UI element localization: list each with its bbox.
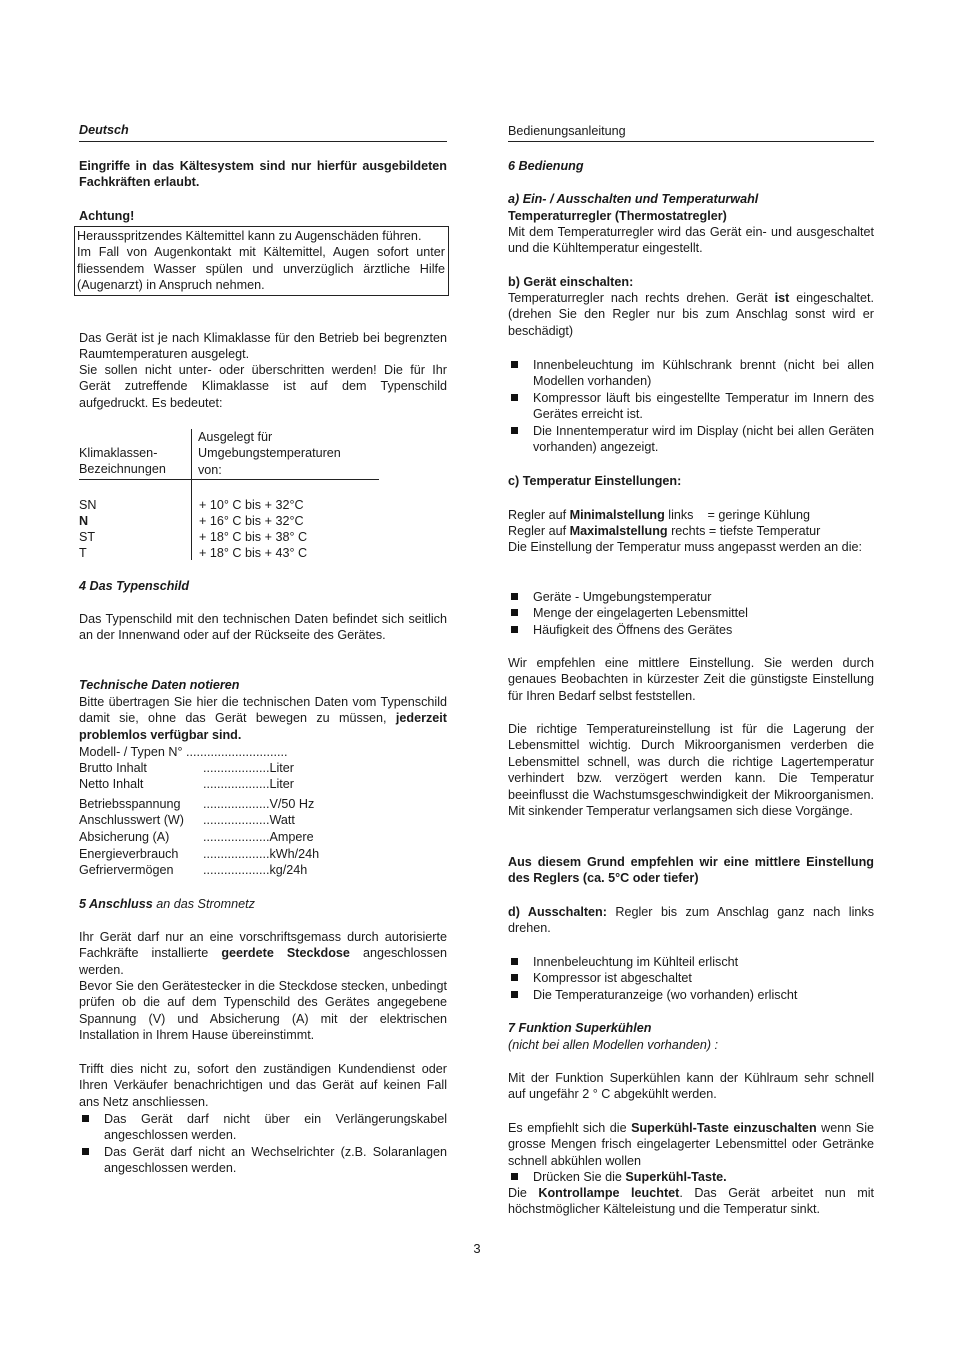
section-7-text-2a: Es empfiehlt sich die xyxy=(508,1121,632,1135)
field-value: ...................Ampere xyxy=(203,830,314,844)
field-label: Absicherung (A) xyxy=(79,830,170,844)
subsection-d-title: d) Ausschalten: xyxy=(508,905,607,919)
list-item: Menge der eingelagerten Lebensmittel xyxy=(508,605,874,621)
field-value: ...................kWh/24h xyxy=(203,847,320,861)
list-item: Die Temperaturanzeige (wo vorhanden) erlischt xyxy=(508,987,874,1003)
c-line-1-emph: Minimalstellung xyxy=(569,508,665,522)
tech-data-intro-text: Bitte übertragen Sie hier die technischen Daten vom Typenschild damit sie, ohne das Gerät bewegen zu müssen, xyxy=(79,695,447,726)
section-5-text-1c: angeschlossen werden. xyxy=(79,946,447,977)
table-divider-horizontal xyxy=(79,479,379,480)
list-item: Häufigkeit des Öffnens des Gerätes xyxy=(508,622,874,638)
subsection-d-bullets xyxy=(508,954,874,1003)
list-item: Das Gerät darf nicht an Wechselrichter (z.B. Solaranlagen angeschlossen werden. xyxy=(79,1144,447,1177)
table-cell-class: SN xyxy=(79,498,97,512)
c-line-2a: Regler auf xyxy=(508,524,570,538)
field-model: Modell- / Typen N° ............................. xyxy=(79,745,288,759)
warning-box xyxy=(74,226,449,296)
list-item xyxy=(508,1169,874,1185)
subsection-b-text-emph: ist xyxy=(774,291,790,305)
section-5-title xyxy=(79,896,255,912)
list-item: Innenbeleuchtung im Kühlteil erlischt xyxy=(508,954,874,970)
table-header-class: Klimaklassen- Bezeichnungen xyxy=(79,446,166,477)
subsection-c-bullets xyxy=(508,589,874,638)
field-label: Anschlusswert (W) xyxy=(79,813,184,827)
list-item: Kompressor ist abgeschaltet xyxy=(508,970,874,986)
section-4-title: 4 Das Typenschild xyxy=(79,579,190,593)
c-line-2c: rechts = tiefste Temperatur xyxy=(667,524,821,538)
field-row xyxy=(79,862,379,878)
page-number: 3 xyxy=(473,1241,481,1256)
section-5-bullets xyxy=(79,1111,447,1177)
list-item: Die Innentemperatur wird im Display (nicht bei allen Geräten vorhanden) angezeigt. xyxy=(508,423,874,456)
header-title: Bedienungsanleitung xyxy=(508,124,626,138)
section-6-title: 6 Bedienung xyxy=(508,159,584,173)
subsection-b-text-c: eingeschaltet. (drehen Sie den Regler nur bis zum Anschlag sonst wird er beschädigt) xyxy=(508,291,875,338)
field-row xyxy=(79,829,379,845)
list-item: Innenbeleuchtung im Kühlschrank brennt (nicht bei allen Modellen vorhanden) xyxy=(508,357,874,390)
c-line-1c: links = geringe Kühlung xyxy=(664,508,811,522)
table-header-range: Ausgelegt für Umgebungstemperaturen von: xyxy=(198,430,341,477)
field-label: Gefriervermögen xyxy=(79,863,174,877)
header-rule-right xyxy=(508,141,874,142)
warning-text-1: Herausspritzendes Kältemittel kann zu Augenschäden führen. xyxy=(77,229,422,243)
subsection-b-bullets xyxy=(508,357,874,455)
table-cell-class: N xyxy=(79,514,89,528)
list-item: Kompressor läuft bis eingestellte Temperatur im Innern des Gerätes erreicht ist. xyxy=(508,390,874,423)
section-4-text: Das Typenschild mit den technischen Daten befindet sich seitlich an der Innenwand oder auf der Rückseite des Gerätes. xyxy=(79,612,447,643)
table-cell-range: + 18° C bis + 43° C xyxy=(199,546,308,560)
section-7-bullet-emph: Superkühl-Taste. xyxy=(625,1170,727,1184)
warning-text-2: Im Fall von Augenkontakt mit Kältemittel, Augen sofort unter fliessendem Wasser spülen und unverzüglich ärztliche Hilfe (Augenarzt) in Anspruch nehmen. xyxy=(77,245,445,293)
subsection-d-text xyxy=(508,904,874,937)
list-item: Geräte - Umgebungstemperatur xyxy=(508,589,874,605)
table-row xyxy=(79,545,447,561)
section-7-text-2c: wenn Sie grosse Mengen frisch eingelagerter Lebensmittel oder Getränke schnell abkühlen wollen xyxy=(508,1121,874,1168)
table-cell-range: + 18° C bis + 38° C xyxy=(199,530,308,544)
section-7-text-2-emph: Superkühl-Taste einzuschalten xyxy=(631,1121,817,1135)
subsection-c-text-2: Wir empfehlen eine mittlere Einstellung. Sie werden durch genaues Beobachten in kürzester Zeit die günstigste Einstellung für Ihren Bedarf selbst feststellen. xyxy=(508,656,874,703)
section-7-bullet-text: Drücken Sie die xyxy=(533,1170,626,1184)
subsection-c-line-2 xyxy=(508,523,820,539)
subsection-c-recommendation: Aus diesem Grund empfehlen wir eine mittlere Einstellung des Reglers (ca. 5°C oder tiefer) xyxy=(508,855,874,886)
section-5-text-1 xyxy=(79,929,447,978)
c-line-2-emph: Maximalstellung xyxy=(569,524,668,538)
table-row xyxy=(79,513,447,529)
field-row xyxy=(79,812,379,828)
section-7-text-3 xyxy=(508,1185,874,1218)
field-value: ...................Liter xyxy=(203,761,294,775)
section-7-text-1: Mit der Funktion Superkühlen kann der Kühlraum sehr schnell auf ungefähr 2 ° C abgekühlt werden. xyxy=(508,1071,874,1102)
warning-title: Achtung! xyxy=(79,209,135,223)
section-7-text-3-emph: Kontrollampe leuchtet xyxy=(538,1186,680,1200)
field-value: ...................kg/24h xyxy=(203,863,308,877)
section-7-text-3c: . Das Gerät arbeitet nun mit höchstmöglicher Kälteleistung und die Temperatur sinkt. xyxy=(508,1186,874,1217)
climate-text-2: Sie sollen nicht unter- oder überschritten werden! Die für Ihr Gerät zutreffende Klimaklasse ist auf dem Typenschild aufgedruckt. Es bedeutet: xyxy=(79,363,447,410)
header-rule-left xyxy=(79,141,447,142)
subsection-b-text xyxy=(508,290,874,339)
subsection-a-subtitle: Temperaturregler (Thermostatregler) xyxy=(508,209,727,223)
subsection-a-text: Mit dem Temperaturregler wird das Gerät ein- und ausgeschaltet und die Kühltemperatur eingestellt. xyxy=(508,225,874,256)
list-item: Das Gerät darf nicht über ein Verlängerungskabel angeschlossen werden. xyxy=(79,1111,447,1144)
intro-warning: Eingriffe in das Kältesystem sind nur hierfür ausgebildeten Fachkräften erlaubt. xyxy=(79,159,447,190)
field-value: ...................V/50 Hz xyxy=(203,797,315,811)
section-5-title-bold: 5 Anschluss xyxy=(79,897,153,911)
field-label: Netto Inhalt xyxy=(79,777,144,791)
section-7-title: 7 Funktion Superkühlen xyxy=(508,1021,652,1035)
field-row xyxy=(79,846,379,862)
subsection-b-text-a: Temperaturregler nach rechts drehen. Gerät xyxy=(508,291,775,305)
subsection-c-line-1 xyxy=(508,507,810,523)
field-value: ...................Liter xyxy=(203,777,294,791)
table-cell-range: + 16° C bis + 32°C xyxy=(199,514,304,528)
subsection-d-body: Regler bis zum Anschlag ganz nach links drehen. xyxy=(508,905,875,936)
subsection-b-title: b) Gerät einschalten: xyxy=(508,275,634,289)
section-5-text-1a: Ihr Gerät darf nur an eine vorschriftsgemass durch autorisierte Fachkräfte installierte xyxy=(79,930,447,961)
section-5-text-1-emph: geerdete Steckdose xyxy=(221,946,350,961)
field-label: Betriebsspannung xyxy=(79,797,181,811)
climate-text-1: Das Gerät ist je nach Klimaklasse für den Betrieb bei begrenzten Raumtemperaturen ausgelegt. xyxy=(79,331,447,362)
section-5-text-2: Bevor Sie den Gerätestecker in die Steckdose stecken, unbedingt prüfen ob die auf dem Typenschild des Gerätes angegebene Spannung (V) und Absicherung (A) mit der elektrischen Installation in Ihrem Hause übereinstimmt. xyxy=(79,979,447,1043)
table-cell-class: ST xyxy=(79,530,96,544)
table-cell-class: T xyxy=(79,546,87,560)
subsection-c-title: c) Temperatur Einstellungen: xyxy=(508,474,682,488)
section-5-title-rest: an das Stromnetz xyxy=(152,897,255,911)
table-cell-range: + 10° C bis + 32°C xyxy=(199,498,304,512)
tech-data-intro xyxy=(79,694,447,743)
field-value: ...................Watt xyxy=(203,813,295,827)
header-language: Deutsch xyxy=(79,123,129,137)
section-7-text-3a: Die xyxy=(508,1186,539,1200)
field-row xyxy=(79,796,379,812)
climate-table xyxy=(79,429,447,564)
table-row xyxy=(79,497,447,513)
field-label: Energieverbrauch xyxy=(79,847,179,861)
table-row xyxy=(79,529,447,545)
field-row xyxy=(79,760,379,776)
subsection-c-line-3: Die Einstellung der Temperatur muss angepasst werden an die: xyxy=(508,540,862,554)
field-label: Brutto Inhalt xyxy=(79,761,147,775)
section-5-text-3: Trifft dies nicht zu, sofort den zuständigen Kundendienst oder Ihren Verkäufer benachrichtigen und das Gerät auf keinen Fall ans Netz anschliessen. xyxy=(79,1062,447,1109)
subsection-c-text-3: Die richtige Temperatureinstellung ist für die Lagerung der Lebensmittel wichtig. Durch Mikroorganismen verderben die Lebensmittel schnell, was durch die richtige Lagertemperatur verhindert bzw. verzögert werden kann. Die Temperatur beeinflusst die Wachstumsgeschwindigkeit der Mikroorganismen. Mit sinkender Temperatur verlangsamen sich diese Vorgänge. xyxy=(508,722,874,819)
section-7-note: (nicht bei allen Modellen vorhanden) : xyxy=(508,1038,719,1052)
subsection-a-title: a) Ein- / Ausschalten und Temperaturwahl xyxy=(508,192,759,206)
c-line-1a: Regler auf xyxy=(508,508,570,522)
section-7-text-2 xyxy=(508,1120,874,1169)
section-7-bullets xyxy=(508,1169,874,1185)
tech-data-intro-emph: jederzeit problemlos verfügbar sind. xyxy=(79,711,447,742)
tech-data-title: Technische Daten notieren xyxy=(79,678,240,692)
field-row xyxy=(79,776,379,792)
